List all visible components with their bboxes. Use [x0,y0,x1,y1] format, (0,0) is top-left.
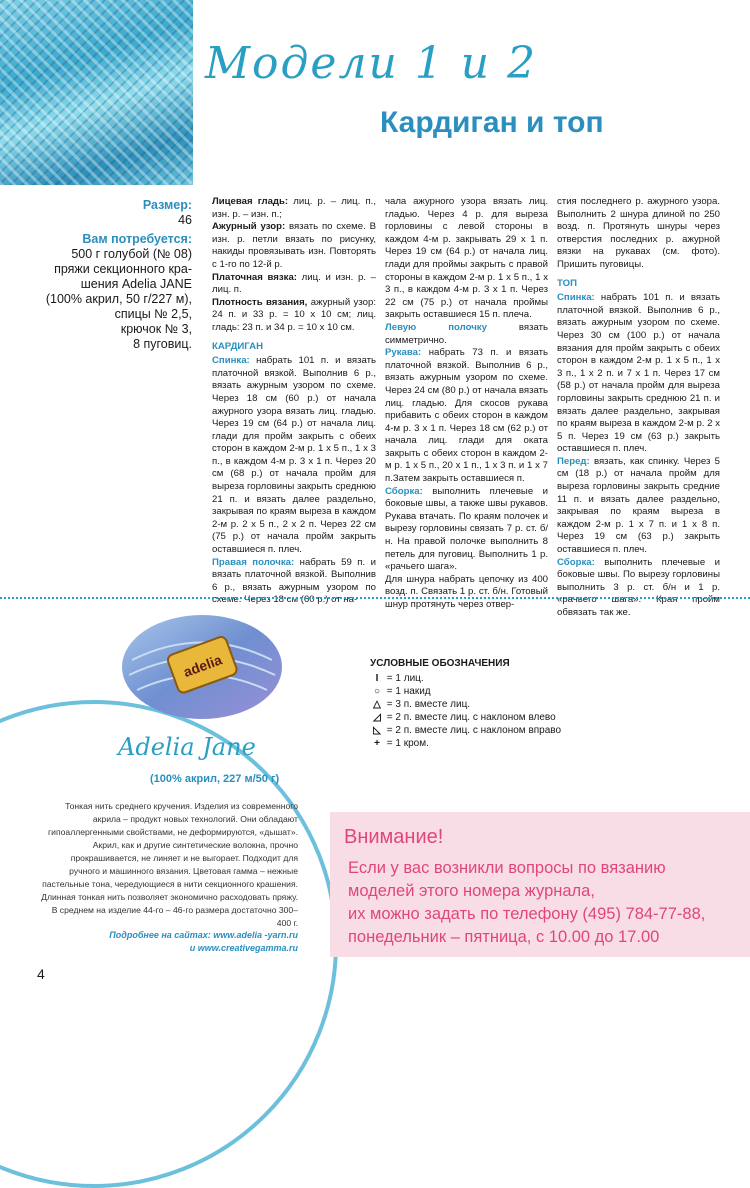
paragraph: вязать симметрично. [385,321,548,346]
symbols-legend [370,657,561,750]
paragraph: чала ажурного узора вязать лиц. гладью. Через 4 р. для выреза горловины с левой стороны в каждом 4-м р. закрывать 29 х 1 п. Через 19 см (64 р.) от начала лиц. глади для проймы закрыть с правой стороны в каждом 2-м р. 1 х 5 п., 1 х 3 п., в каждом 4-м р. 3 х 1 п. Через 22 см (75 р.) от начала проймы закрыть оставшиеся 15 п. плеча. [385,196,548,321]
paragraph: лиц. и изн. р. – лиц. п. [212,271,376,296]
attention-title: Внимание! [344,826,444,848]
yarn-composition: (100% акрил, 227 м/50 г) [150,773,280,785]
term-lace: Ажурный узор: [212,221,286,233]
dotted-divider [0,597,750,599]
knitted-fabric-photo [0,0,193,185]
yarn-websites [60,929,298,955]
materials-sidebar [20,198,192,352]
three-together-icon: △ [373,699,381,710]
right-decrease-icon: ◺ [373,725,381,736]
paragraph: лиц. р. – лиц. п., изн. р. – изн. п.; [212,196,376,220]
yarn-description: Тонкая нить среднего кручения. Изделия из современного акрила – продукт новых технологий. Они обладают гипоаллергенными свойствами, не деформируются, «дышат». Акрил, как и другие синтетические волокна, прочно прокрашивается, не линяет и не выгорает. Подходит для ручного и машинного вязания. Цветовая гамма – нежные пастельные тона, чередующиеся в нити секционного крашения. Длинная тонкая нить позволяет экономично расходовать пряжу. В среднем на изделие 44-го – 46-го размера достаточно 300–400 г. [41,801,298,928]
section-heading-top: ТОП [557,277,577,289]
attention-line: моделей этого номера журнала, [348,882,595,900]
paragraph: вязать, как спинку. Через 5 см (18 р.) от начала пройм для выреза горловины закрыть средние 11 п. и вязать далее раздельно, закрывая по краям выреза в каждом 2-м р. 1 х 7 п. и 1 х 8 п. Через 19 см (63 р.) закрыть оставшиеся п. плеч. [557,455,720,556]
term-right-front: Правая полочка: [212,556,295,568]
yarn-over-icon: ○ [373,686,381,697]
paragraph: набрать 101 п. и вязать платочной вязкой. Выполнив 6 р., вязать ажурным узором по схеме. Через 18 см (60 р.) от начала ажурного узора вязать лиц. гладью. Через 19 см (64 р.) от начала лиц. глади для пройм закрыть с обеих сторон в каждом 2-м р. 1 х 5 п., 1 х 3 п., в каждом 4-м р. 3 х 1 п. Через 20 см (68 р.) от начала пройм для выреза горловины закрыть среднюю 21 п. и вязать далее раздельно, закрывая по краям выреза в каждом 2-м р. 2 х 5 п., 2 х 2 п. Через 22 см (75 р.) от начала пройм закрыть оставшиеся п. плеч. [212,355,376,556]
knit-stitch-icon: I [375,673,379,684]
term-garter: Платочная вязка: [212,271,297,283]
materials-line: спицы № 2,5, [114,307,192,321]
term-front: Перед: [557,455,590,467]
term-back: Спинка: [212,355,250,367]
materials-line: крючок № 3, [120,322,192,336]
edge-stitch-icon: + [374,738,380,749]
yarn-skein-image [117,605,287,725]
term-gauge: Плотность вязания, [212,296,308,308]
legend-item: I = 1 лиц. [370,672,561,685]
legend-item: ◺ = 2 п. вместе лиц. с наклоном вправо [370,724,561,737]
paragraph: набрать 73 п. и вязать платочной вязкой. Выполнив 6 р., вязать ажурным узором по схеме. Через 24 см (80 р.) от начала вязать лиц. гладью. Для скосов рукава прибавить с обеих сторон в каждом 4-м р. 3 х 1 п. Через 18 см (62 р.) от начала лиц. глади для оката закрыть с обеих сторон в каждом 2-м р. 1 х 5 п., 20 х 1 п., 1 х 3 п. и 1 х 7 п.Затем закрыть оставшиеся п. [385,347,548,485]
legend-title: УСЛОВНЫЕ ОБОЗНАЧЕНИЯ [370,658,510,669]
section-heading-cardigan: КАРДИГАН [212,340,263,352]
legend-item: + = 1 кром. [370,737,561,750]
page-number: 4 [37,966,45,982]
website-link[interactable]: и www.creativegamma.ru [189,943,298,953]
attention-body [348,857,705,949]
text-column-2 [385,196,548,612]
paragraph: Для шнура набрать цепочку из 400 возд. п. Связать 1 р. ст. б/н. Готовый шнур протянуть через отвер- [385,573,548,610]
paragraph: набрать 101 п. и вязать платочной вязкой. Выполнив 6 р., вязать ажурным узором по схеме. Через 30 см (100 р.) от начала вязания для пройм закрыть с обеих сторон в каждом 2-м р. 1 х 5 п., 1 х 3 п., 1 х 2 п. и 7 х 1 п. Через 17 см (58 р.) от начала пройм для выреза горловины закрыть среднюю 21 п. и вязать далее раздельно, закрывая по краям выреза в каждом 2-м р. 2 х 5 п. Через 19 см (63 р.) закрыть оставшиеся п. плеч. [557,292,720,455]
materials-line: 500 г голубой (№ 08) [71,247,192,261]
yarn-brand-label: adelia [181,651,224,681]
paragraph: ажурный узор: 24 п. и 33 р. = 10 х 10 см; лиц. гладь: 23 п. и 34 р. = 10 х 10 см. [212,296,376,333]
materials-line: (100% акрил, 50 г/227 м), [45,292,192,306]
attention-box [330,812,750,957]
term-assembly: Сборка: [385,485,423,497]
materials-line: 8 пуговиц. [133,337,192,351]
legend-item: ◿ = 2 п. вместе лиц. с наклоном влево [370,711,561,724]
yarn-name: Adelia Jane [118,733,256,761]
website-link[interactable]: Подробнее на сайтах: www.adelia -yarn.ru [109,930,298,940]
paragraph: стия последнего р. ажурного узора. Выполнить 2 шнура длиной по 250 возд. п. Протянуть шнуры через отверстия последних р. ажурной вязки на рукавах (см. фото). Пришить пуговицы. [557,196,720,270]
size-label: Размер: [142,198,192,212]
materials-line: пряжи секционного кра- [54,262,192,276]
size-value: 46 [178,213,192,227]
term-assembly: Сборка: [557,556,595,568]
paragraph: вязать по схеме. В изн. р. петли вязать по рисунку, накиды провязывать изн. Повторять с 1-го по 12-й р. [212,221,376,270]
legend-item: ○ = 1 накид [370,685,561,698]
materials-label: Вам потребуется: [82,232,192,246]
materials-line: шения Adelia JANE [80,277,192,291]
term-stockinette: Лицевая гладь: [212,196,289,207]
paragraph: выполнить плечевые и боковые швы. По вырезу горловины выполнить 3 р. ст. б/н и 1 р. «рачьего шага». Края пройм обвязать так же. [557,556,720,618]
attention-line: понедельник – пятница, с 10.00 до 17.00 [348,928,660,946]
attention-line: Если у вас возникли вопросы по вязанию [348,859,666,877]
page-title: Кардиган и топ [380,106,604,139]
models-script-title: Модели 1 и 2 [205,38,538,89]
term-left-front: Левую полочку [385,321,487,333]
attention-line: их можно задать по телефону (495) 784-77-88, [348,905,706,923]
left-decrease-icon: ◿ [373,712,381,723]
text-column-3 [557,196,720,620]
legend-item: △ = 3 п. вместе лиц. [370,698,561,711]
term-back: Спинка: [557,292,595,304]
text-column-1 [212,196,376,607]
term-sleeves: Рукава: [385,347,422,359]
paragraph: набрать 59 п. и вязать платочной вязкой. Выполнив 6 р., вязать ажурным узором по схеме. Через 18 см (60 р.) от на- [212,556,376,606]
paragraph: выполнить плечевые и боковые швы, а также швы рукавов. Рукава втачать. По краям полочек и вырезу горловины связать 7 р. ст. б/н. На правой полочке выполнить 8 петель для пуговиц. Выполнить 1 р. «рачьего шага». [385,485,548,573]
